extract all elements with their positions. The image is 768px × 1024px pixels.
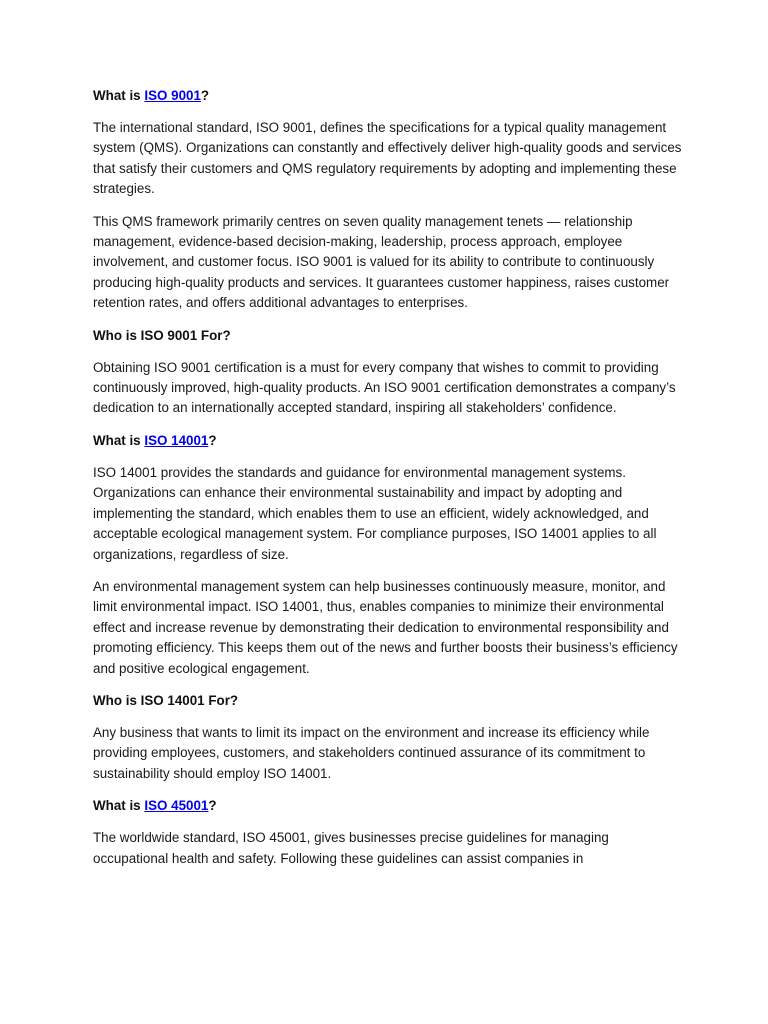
paragraph-iso-14001-audience: Any business that wants to limit its impact on the environment and increase its efficiency while providing employees, customers, and stakeholders continued assurance of its commitment to sustainability should employ ISO 14001. <box>93 724 650 781</box>
paragraph-iso-14001-ems: An environmental management system can help businesses continuously measure, monitor, and limit environmental impact. ISO 14001, thus, enables companies to minimize their environmental effect and increase revenue by demonstrating their dedication to environmental responsibility and promoting efficiency. This keeps them out of the news and further boosts their business’s efficiency and positive ecological engagement. <box>93 578 678 676</box>
iso-9001-link[interactable]: ISO 9001 <box>144 88 201 103</box>
iso-14001-link[interactable]: ISO 14001 <box>144 432 209 448</box>
iso-45001-link[interactable]: ISO 45001 <box>144 798 209 814</box>
paragraph-iso-45001-definition: The worldwide standard, ISO 45001, gives businesses precise guidelines for managing occupational health and safety. Following these guidelines can assist companies in <box>93 830 609 866</box>
paragraph-iso-9001-definition: The international standard, ISO 9001, defines the specifications for a typical quality management system (QMS). Organizations can constantly and effectively deliver high-quality goods and services that satisfy their customers and QMS regulatory requirements by adopting and implementing these strategies. <box>93 120 682 197</box>
paragraph-iso-14001-definition: ISO 14001 provides the standards and guidance for environmental management systems. Organizations can enhance their environmental sustainability and impact by adopting and implementing the standard, which enables them to use an efficient, widely acknowledged, and acceptable ecological management system. For compliance purposes, ISO 14001 applies to all organizations, regardless of size. <box>93 464 657 562</box>
heading-who-is-iso-9001-for: Who is ISO 9001 For? <box>93 327 231 343</box>
heading-what-is-iso-14001: What is ISO 14001? <box>93 432 217 448</box>
heading-who-is-iso-14001-for: Who is ISO 14001 For? <box>93 692 239 708</box>
heading-what-is-iso-9001: What is ISO 9001? <box>93 88 210 103</box>
paragraph-iso-9001-framework: This QMS framework primarily centres on seven quality management tenets — relationship management, evidence-based decision-making, leadership, process approach, employee involvement, and customer focus. ISO 9001 is valued for its ability to contribute to continuously producing high-quality products and services. It guarantees customer happiness, raises customer retention rates, and offers additional advantages to enterprises. <box>93 213 670 311</box>
paragraph-iso-9001-audience: Obtaining ISO 9001 certification is a must for every company that wishes to commit to providing continuously improved, high-quality products. An ISO 9001 certification demonstrates a company’s dedication to an internationally accepted standard, inspiring all stakeholders’ confidence. <box>93 359 676 416</box>
heading-what-is-iso-45001: What is ISO 45001? <box>93 798 217 814</box>
document-page <box>93 86 683 881</box>
